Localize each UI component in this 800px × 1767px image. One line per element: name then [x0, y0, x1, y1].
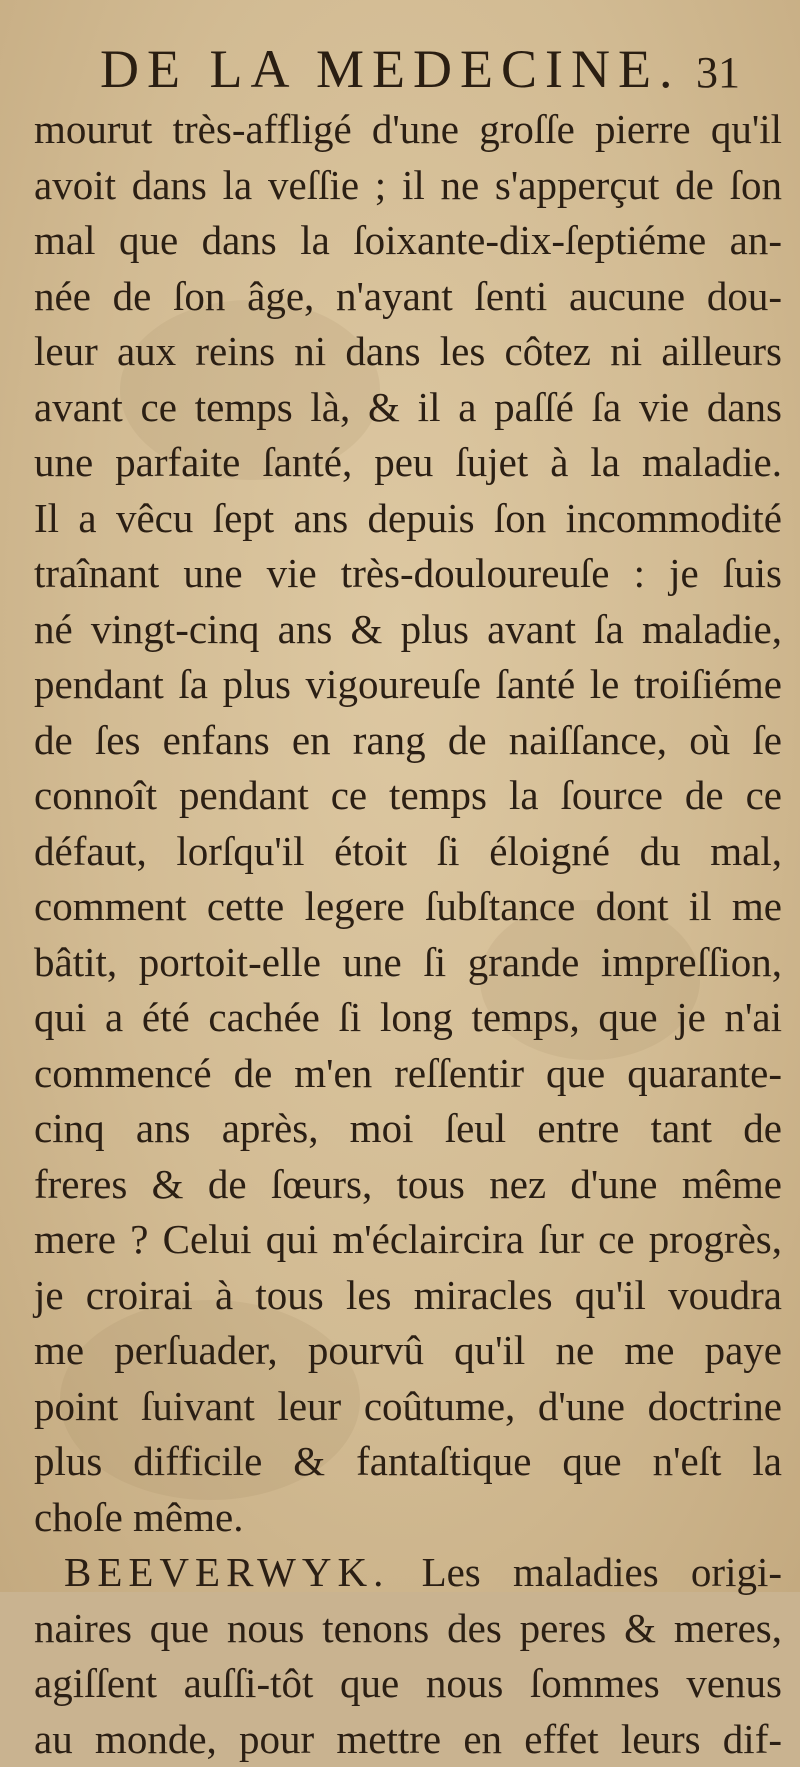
text-line: choſe même. — [34, 1490, 782, 1546]
text-line: de ſes enfans en rang de naiſſance, où ſe — [34, 713, 782, 769]
page-number: 31 — [696, 47, 740, 98]
running-title: DE LA MEDECINE. — [100, 38, 680, 100]
speaker-line — [34, 1545, 782, 1601]
text-line: né vingt-cinq ans & plus avant ſa maladie, — [34, 602, 782, 658]
text-line: Il a vêcu ſept ans depuis ſon incommodité — [34, 491, 782, 547]
text-line: pendant ſa plus vigoureuſe ſanté le troiſiéme — [34, 657, 782, 713]
text-line: freres & de ſœurs, tous nez d'une même — [34, 1157, 782, 1213]
text-line: traînant une vie très-douloureuſe : je ſuis — [34, 546, 782, 602]
text-line: naires que nous tenons des peres & meres, — [34, 1601, 782, 1657]
text-line: mal que dans la ſoixante-dix-ſeptiéme an- — [34, 213, 782, 269]
text-line: comment cette legere ſubſtance dont il me — [34, 879, 782, 935]
text-line: bâtit, portoit-elle une ſi grande impreſſion, — [34, 935, 782, 991]
text-line: avoit dans la veſſie ; il ne s'apperçut de ſon — [34, 158, 782, 214]
text-line: plus difficile & fantaſtique que n'eſt la — [34, 1434, 782, 1490]
text-block — [34, 102, 782, 1767]
text-line: une parfaite ſanté, peu ſujet à la maladie. — [34, 435, 782, 491]
text-line: au monde, pour mettre en effet leurs dif- — [34, 1712, 782, 1767]
text-line: née de ſon âge, n'ayant ſenti aucune dou- — [34, 269, 782, 325]
speaker-name: BEEVERWYK. — [64, 1549, 389, 1595]
speaker-text: Les maladies origi- — [422, 1549, 782, 1595]
text-line: leur aux reins ni dans les côtez ni ailleurs — [34, 324, 782, 380]
text-line: commencé de m'en reſſentir que quarante- — [34, 1046, 782, 1102]
text-line: avant ce temps là, & il a paſſé ſa vie dans — [34, 380, 782, 436]
text-line: me perſuader, pourvû qu'il ne me paye — [34, 1323, 782, 1379]
text-line: je croirai à tous les miracles qu'il voudra — [34, 1268, 782, 1324]
text-line: mourut très-affligé d'une groſſe pierre qu'il — [34, 102, 782, 158]
text-line: mere ? Celui qui m'éclaircira ſur ce progrès, — [34, 1212, 782, 1268]
text-line: cinq ans après, moi ſeul entre tant de — [34, 1101, 782, 1157]
text-line: point ſuivant leur coûtume, d'une doctrine — [34, 1379, 782, 1435]
text-line: connoît pendant ce temps la ſource de ce — [34, 768, 782, 824]
text-line: agiſſent auſſi-tôt que nous ſommes venus — [34, 1656, 782, 1712]
text-line: qui a été cachée ſi long temps, que je n'ai — [34, 990, 782, 1046]
running-head — [100, 38, 740, 98]
text-line: défaut, lorſqu'il étoit ſi éloigné du mal, — [34, 824, 782, 880]
